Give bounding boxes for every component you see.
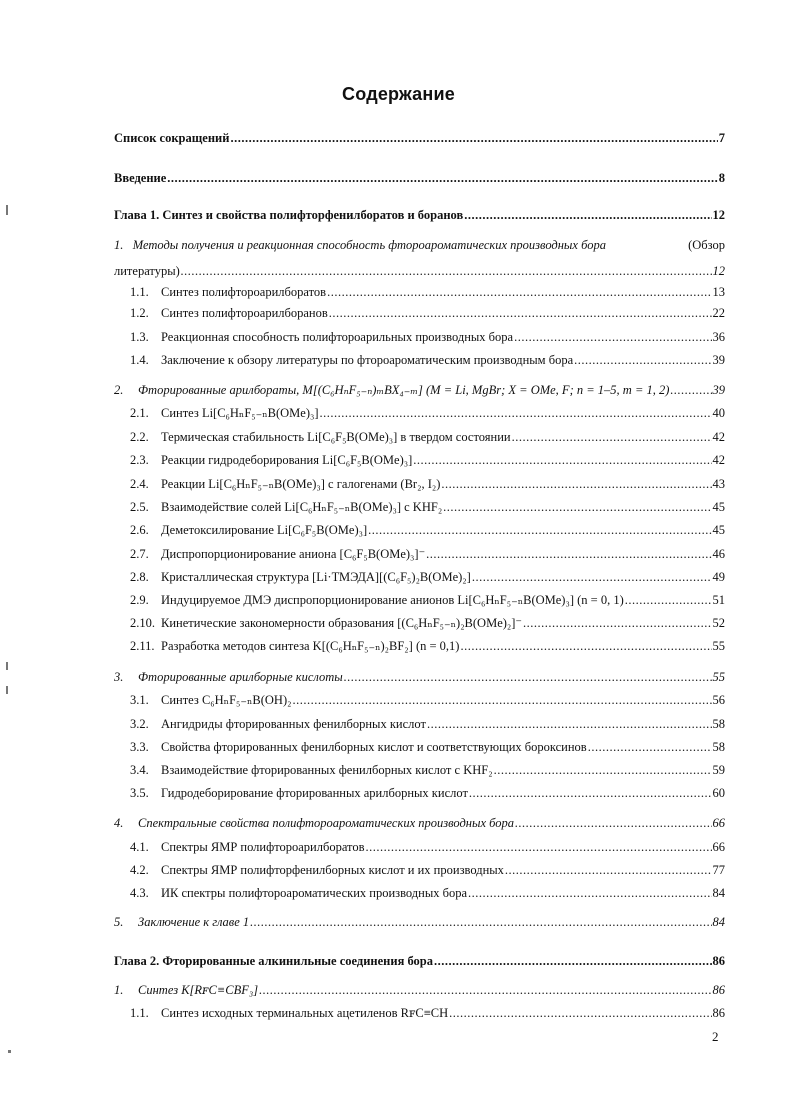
toc-entry-number: 2.8. xyxy=(130,570,149,584)
toc-section-entry[interactable] xyxy=(114,670,725,685)
toc-entry-page: 40 xyxy=(712,406,725,420)
dot-leader xyxy=(181,264,712,279)
toc-entry-label: Фторированные арилбораты, M[(C₆HₙF₅₋ₙ)ₘBX₄₋ₘ] (M = Li, MgBr; X = OMe, F; n = 1–5, m = 1, 2) xyxy=(138,383,670,397)
toc-subsection-entry[interactable] xyxy=(130,353,725,368)
toc-entry-number: 3.5. xyxy=(130,786,149,800)
toc-subsection-entry[interactable] xyxy=(130,639,725,654)
toc-entry-label: Введение xyxy=(114,171,167,185)
toc-entry-label: Синтез Li[C₆HₙF₅₋ₙB(OMe)₃] xyxy=(161,406,319,420)
scan-mark xyxy=(8,1050,11,1053)
toc-entry-label: Глава 2. Фторированные алкинильные соединения бора xyxy=(114,954,434,968)
toc-entry-label: Синтез исходных терминальных ацетиленов RꜰC≡CH xyxy=(161,1006,449,1020)
toc-entry-label: Фторированные арилборные кислоты xyxy=(138,670,343,684)
toc-entry-page: 49 xyxy=(712,570,725,584)
toc-subsection-entry[interactable] xyxy=(130,740,725,755)
page-title: Содержание xyxy=(342,84,455,104)
toc-subsection-entry[interactable] xyxy=(130,616,725,631)
toc-entry-label: Синтез C₆HₙF₅₋ₙB(OH)₂ xyxy=(161,693,292,707)
dot-leader xyxy=(250,915,711,930)
toc-entry-label: Синтез K[RꜰC≡CBF₃] xyxy=(138,983,259,997)
toc-entry-page: 42 xyxy=(712,453,725,467)
toc-entry-number: 1.1. xyxy=(130,1006,149,1020)
toc-subsection-entry[interactable] xyxy=(130,593,725,608)
toc-entry-page: 58 xyxy=(712,740,725,754)
dot-leader xyxy=(574,353,711,368)
toc-entry-label: Спектры ЯМР полифторфенилборных кислот и их производных xyxy=(161,863,504,877)
toc-subsection-entry[interactable] xyxy=(130,886,725,901)
toc-entry-label-line2: литературы) xyxy=(114,264,180,278)
dot-leader xyxy=(427,717,712,732)
dot-leader xyxy=(514,330,711,345)
toc-subsection-entry[interactable] xyxy=(130,285,725,300)
dot-leader xyxy=(368,523,711,538)
toc-entry-label: Список сокращений xyxy=(114,131,230,145)
toc-entry-label: Индуцируемое ДМЭ диспропорционирование анионов Li[C₆HₙF₅₋ₙB(OMe)₃] (n = 0, 1) xyxy=(161,593,624,607)
toc-entry-label: Заключение к обзору литературы по фтороароматическим производным бора xyxy=(161,353,574,367)
toc-subsection-entry[interactable] xyxy=(130,863,725,878)
toc-entry-label: Взаимодействие солей Li[C₆HₙF₅₋ₙB(OMe)₃] с KHF₂ xyxy=(161,500,443,514)
dot-leader xyxy=(329,306,712,321)
dot-leader xyxy=(344,670,712,685)
toc-subsection-entry[interactable] xyxy=(130,406,725,421)
toc-subsection-entry[interactable] xyxy=(130,500,725,515)
dot-leader xyxy=(515,816,711,831)
toc-entry-page: 84 xyxy=(712,886,725,900)
dot-leader xyxy=(259,983,711,998)
toc-entry-number: 4.3. xyxy=(130,886,149,900)
toc-entry-page: 45 xyxy=(712,523,725,537)
toc-entry[interactable] xyxy=(114,131,725,146)
dot-leader xyxy=(434,954,711,969)
toc-entry-label: Реакционная способность полифтороарильных производных бора xyxy=(161,330,514,344)
dot-leader xyxy=(512,430,712,445)
toc-subsection-entry[interactable] xyxy=(130,547,725,562)
toc-subsection-entry[interactable] xyxy=(130,717,725,732)
toc-entry-label: Методы получения и реакционная способность фтороароматических производных бора xyxy=(132,238,606,252)
toc-entry-page: 55 xyxy=(712,670,725,684)
toc-entry-page: 52 xyxy=(712,616,725,630)
toc-subsection-entry[interactable] xyxy=(130,477,725,492)
dot-leader xyxy=(327,285,711,300)
toc-entry-page: 58 xyxy=(712,717,725,731)
toc-subsection-entry[interactable] xyxy=(130,430,725,445)
toc-entry-number: 1.4. xyxy=(130,353,149,367)
toc-entry-number: 2.9. xyxy=(130,593,149,607)
toc-entry-number: 3.2. xyxy=(130,717,149,731)
toc-entry-number: 1.2. xyxy=(130,306,149,320)
toc-entry-label: Реакции Li[C₆HₙF₅₋ₙB(OMe)₃] с галогенами (Br₂, I₂) xyxy=(161,477,441,491)
scan-mark xyxy=(6,662,8,670)
toc-subsection-entry[interactable] xyxy=(130,840,725,855)
toc-entry-page: 84 xyxy=(712,915,725,929)
toc-entry-number: 3.1. xyxy=(130,693,149,707)
toc-entry-page: 46 xyxy=(712,547,725,561)
toc-entry-page: 77 xyxy=(712,863,725,877)
toc-entry-label: Глава 1. Синтез и свойства полифторфенилборатов и боранов xyxy=(114,208,464,222)
toc-entry-number: 4.1. xyxy=(130,840,149,854)
dot-leader xyxy=(320,406,712,421)
toc-subsection-entry[interactable] xyxy=(130,693,725,708)
toc-entry-label: Диспропорционирование аниона [C₆F₅B(OMe)₃]⁻ xyxy=(161,547,426,561)
toc-entry-page: 12 xyxy=(712,264,725,278)
dot-leader xyxy=(413,453,711,468)
toc-entry-label: Заключение к главе 1 xyxy=(138,915,250,929)
dot-leader xyxy=(469,786,712,801)
toc-entry-number: 2.7. xyxy=(130,547,149,561)
toc-entry-page: 86 xyxy=(712,983,725,997)
toc-entry-label: Спектральные свойства полифтороароматических производных бора xyxy=(138,816,515,830)
toc-entry-page: 60 xyxy=(712,786,725,800)
toc-entry-number: 1.3. xyxy=(130,330,149,344)
toc-entry-page: 36 xyxy=(712,330,725,344)
toc-entry-page: 45 xyxy=(712,500,725,514)
dot-leader xyxy=(292,693,711,708)
toc-entry-label: Синтез полифтороарилборатов xyxy=(161,285,327,299)
toc-entry-page: 55 xyxy=(712,639,725,653)
toc-entry-number: 2.5. xyxy=(130,500,149,514)
toc-entry-number: 2.10. xyxy=(130,616,155,630)
toc-entry-page: 12 xyxy=(712,208,725,222)
toc-entry-number: 1. xyxy=(114,238,124,252)
toc-subsection-entry[interactable] xyxy=(130,1006,725,1021)
toc-entry-label: Гидродеборирование фторированных арилборных кислот xyxy=(161,786,468,800)
toc-entry-number: 3.4. xyxy=(130,763,149,777)
toc-entry-label: Разработка методов синтеза K[(C₆HₙF₅₋ₙ)₂BF₂] (n = 0,1) xyxy=(161,639,460,653)
toc-entry-number: 4.2. xyxy=(130,863,149,877)
toc-entry-number: 1.1. xyxy=(130,285,149,299)
toc-entry-label: Свойства фторированных фенилборных кислот и соответствующих бороксинов xyxy=(161,740,587,754)
toc-entry-page: 51 xyxy=(712,593,725,607)
toc-entry-label: Реакции гидродеборирования Li[C₆F₅B(OMe)₃] xyxy=(161,453,413,467)
toc-entry-page: 7 xyxy=(718,131,725,145)
dot-leader xyxy=(588,740,712,755)
toc-chapter-entry[interactable] xyxy=(114,954,725,969)
toc-entry-page: 86 xyxy=(712,1006,725,1020)
toc-entry-page: 39 xyxy=(712,383,725,397)
toc-entry-label: Кинетические закономерности образования [(C₆HₙF₅₋ₙ)₂B(OMe)₂]⁻ xyxy=(161,616,523,630)
toc-entry-page: 39 xyxy=(712,353,725,367)
toc-entry-number: 3.3. xyxy=(130,740,149,754)
dot-leader xyxy=(464,208,711,223)
toc-entry-label: Термическая стабильность Li[C₆F₅B(OMe)₃] в твердом состоянии xyxy=(161,430,511,444)
toc-entry-number: 4. xyxy=(114,816,124,830)
toc-entry-page: 66 xyxy=(712,840,725,854)
toc-entry-number: 1. xyxy=(114,983,124,997)
dot-leader xyxy=(426,547,711,562)
toc-subsection-entry[interactable] xyxy=(130,523,725,538)
toc-entry-label-continued: (Обзор xyxy=(688,238,725,252)
toc-entry[interactable] xyxy=(114,171,725,186)
dot-leader xyxy=(472,570,712,585)
dot-leader xyxy=(167,171,717,186)
toc-entry-page: 42 xyxy=(712,430,725,444)
toc-entry-label: Кристаллическая структура [Li·ТМЭДА][(C₆F₅)₂B(OMe)₂] xyxy=(161,570,471,584)
toc-entry-page: 43 xyxy=(712,477,725,491)
toc-section-entry[interactable] xyxy=(114,915,725,930)
toc-entry-page: 56 xyxy=(712,693,725,707)
toc-subsection-entry[interactable] xyxy=(130,330,725,345)
dot-leader xyxy=(523,616,711,631)
page-number: 2 xyxy=(712,1029,719,1044)
scan-mark xyxy=(6,686,8,694)
toc-subsection-entry[interactable] xyxy=(130,453,725,468)
toc-entry-number: 2.1. xyxy=(130,406,149,420)
toc-entry-number: 2.4. xyxy=(130,477,149,491)
dot-leader xyxy=(443,500,711,515)
dot-leader xyxy=(230,131,717,146)
toc-entry-number: 3. xyxy=(114,670,124,684)
toc-entry-label: ИК спектры полифтороароматических производных бора xyxy=(161,886,468,900)
toc-entry-page: 13 xyxy=(712,285,725,299)
toc-entry-label: Синтез полифтороарилборанов xyxy=(161,306,328,320)
toc-entry-number: 5. xyxy=(114,915,124,929)
toc-entry-label: Взаимодействие фторированных фенилборных кислот с KHF₂ xyxy=(161,763,493,777)
toc-entry-page: 8 xyxy=(718,171,725,185)
toc-subsection-entry[interactable] xyxy=(130,786,725,801)
toc-subsection-entry[interactable] xyxy=(130,570,725,585)
scan-mark xyxy=(6,205,8,215)
dot-leader xyxy=(505,863,712,878)
dot-leader xyxy=(441,477,711,492)
toc-section-entry[interactable] xyxy=(114,983,725,998)
toc-entry-label: Спектры ЯМР полифтороарилборатов xyxy=(161,840,365,854)
toc-entry-page: 86 xyxy=(712,954,725,968)
dot-leader xyxy=(366,840,712,855)
toc-entry-number: 2. xyxy=(114,383,124,397)
toc-subsection-entry[interactable] xyxy=(130,306,725,321)
toc-entry-page: 22 xyxy=(712,306,725,320)
toc-entry-label: Ангидриды фторированных фенилборных кислот xyxy=(161,717,426,731)
toc-entry-number: 2.2. xyxy=(130,430,149,444)
toc-chapter-entry[interactable] xyxy=(114,208,725,223)
dot-leader xyxy=(449,1006,711,1021)
toc-section-entry[interactable] xyxy=(114,816,725,831)
toc-section-entry[interactable] xyxy=(114,238,725,279)
dot-leader xyxy=(494,763,712,778)
dot-leader xyxy=(625,593,712,608)
toc-entry-number: 2.3. xyxy=(130,453,149,467)
toc-subsection-entry[interactable] xyxy=(130,763,725,778)
toc-entry-page: 59 xyxy=(712,763,725,777)
toc-entry-number: 2.11. xyxy=(130,639,155,653)
toc-entry-page: 66 xyxy=(712,816,725,830)
toc-entry-number: 2.6. xyxy=(130,523,149,537)
toc-entry-line1 xyxy=(114,238,606,253)
dot-leader xyxy=(670,383,711,398)
dot-leader xyxy=(468,886,711,901)
toc-entry-label: Деметоксилирование Li[C₆F₅B(OMe)₃] xyxy=(161,523,368,537)
dot-leader xyxy=(460,639,711,654)
toc-section-entry[interactable] xyxy=(114,383,725,398)
